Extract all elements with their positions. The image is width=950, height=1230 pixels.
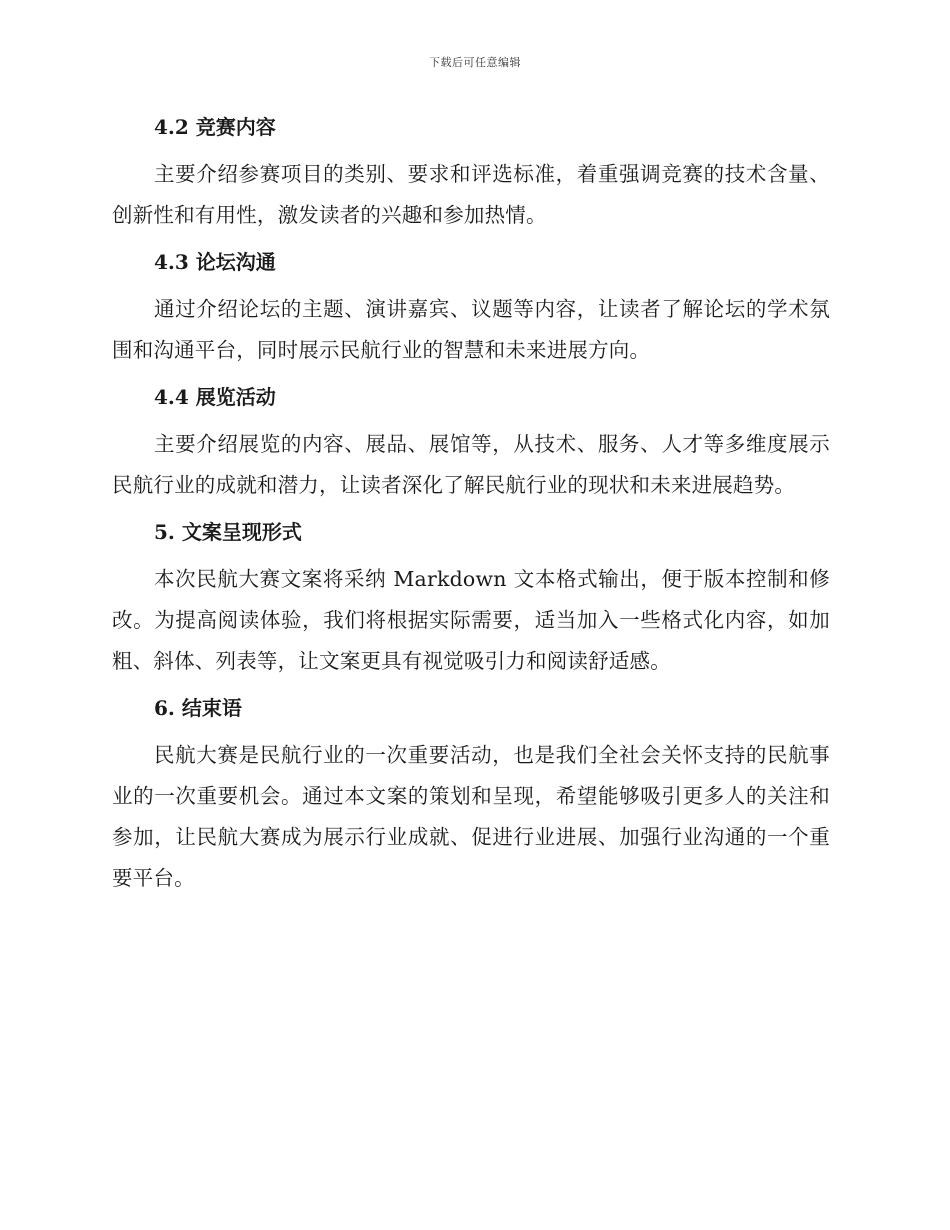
section-heading-5: 5. 文案呈现形式 bbox=[154, 520, 302, 544]
section-paragraph-5: 本次民航大赛文案将采纳 Markdown 文本格式输出，便于版本控制和修改。为提高阅读体验，我们将根据实际需要，适当加入一些格式化内容，如加粗、斜体、列表等，让文案更具有视觉吸引力和阅读舒适感。 bbox=[112, 567, 830, 673]
section-heading-4-4: 4.4 展览活动 bbox=[154, 385, 276, 409]
section-heading-4-2: 4.2 竞赛内容 bbox=[154, 115, 276, 139]
section-heading-6: 6. 结束语 bbox=[154, 696, 242, 720]
section-paragraph-4-3: 通过介绍论坛的主题、演讲嘉宾、议题等内容，让读者了解论坛的学术氛围和沟通平台，同时展示民航行业的智慧和未来进展方向。 bbox=[112, 297, 830, 362]
page-header: 下载后可任意编辑 bbox=[429, 56, 521, 69]
section-paragraph-6: 民航大赛是民航行业的一次重要活动，也是我们全社会关怀支持的民航事业的一次重要机会。通过本文案的策划和呈现，希望能够吸引更多人的关注和参加，让民航大赛成为展示行业成就、促进行业进展、加强行业沟通的一个重要平台。 bbox=[112, 743, 830, 890]
section-paragraph-4-4: 主要介绍展览的内容、展品、展馆等，从技术、服务、人才等多维度展示民航行业的成就和潜力，让读者深化了解民航行业的现状和未来进展趋势。 bbox=[112, 432, 830, 497]
section-heading-4-3: 4.3 论坛沟通 bbox=[154, 250, 276, 274]
section-paragraph-4-2: 主要介绍参赛项目的类别、要求和评选标准，着重强调竞赛的技术含量、创新性和有用性，激发读者的兴趣和参加热情。 bbox=[112, 162, 830, 227]
document-body bbox=[112, 108, 830, 899]
